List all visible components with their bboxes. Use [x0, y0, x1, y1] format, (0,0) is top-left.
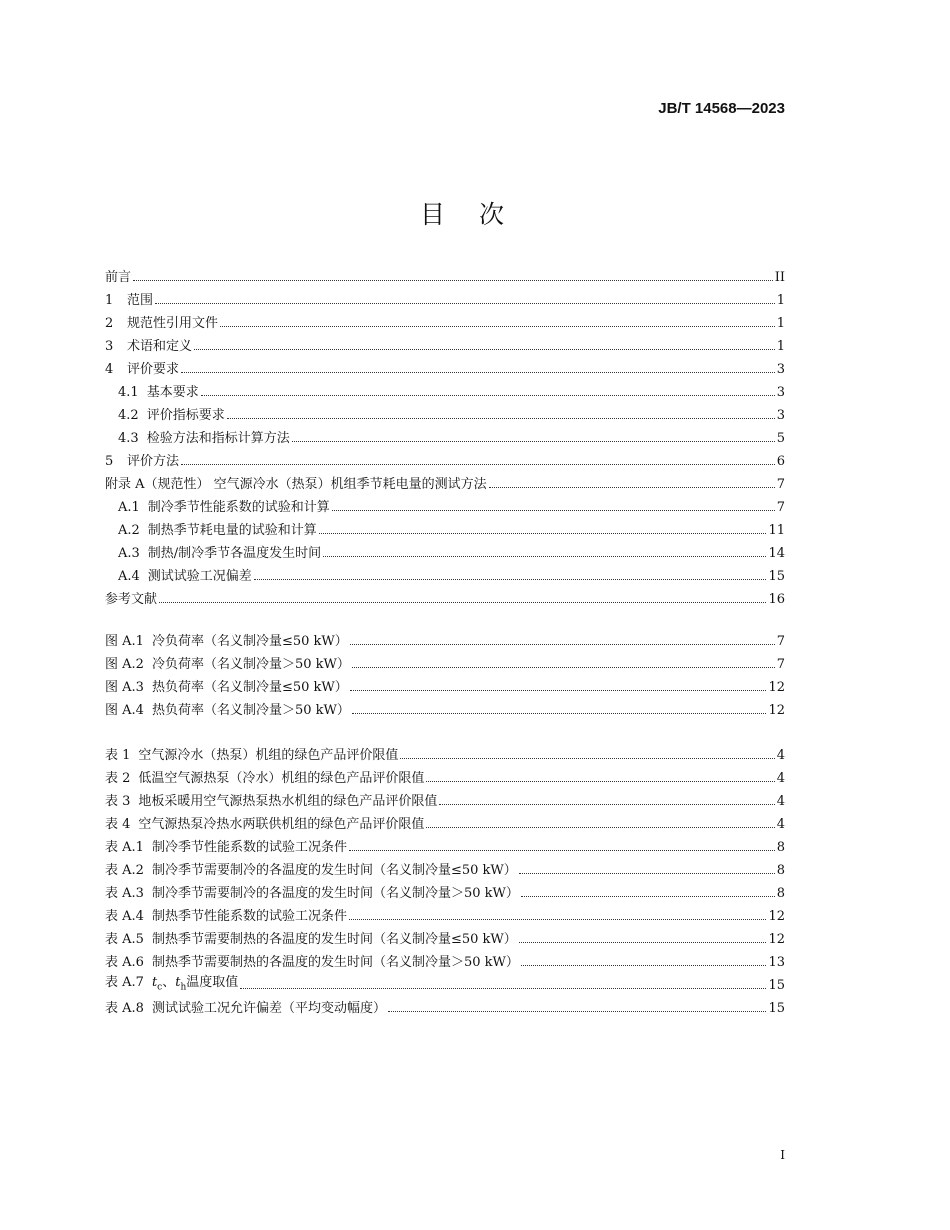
toc-entry-text-part: c — [157, 983, 163, 993]
toc-entry[interactable] — [105, 584, 785, 607]
toc-entry-number: A.2 — [118, 523, 140, 538]
toc-entry[interactable] — [105, 423, 785, 446]
toc-entry-text: 附录 A（规范性） 空气源冷水（热泵）机组季节耗电量的测试方法 — [105, 477, 487, 492]
toc-entry-number: 3 — [105, 339, 114, 354]
toc-entry[interactable] — [105, 809, 785, 832]
toc-entry[interactable] — [105, 878, 785, 901]
toc-tables — [105, 740, 785, 1016]
toc-entry-text: 范围 — [127, 293, 154, 308]
toc-dot-leader — [521, 896, 775, 897]
toc-entry[interactable] — [105, 400, 785, 423]
toc-entry[interactable] — [105, 515, 785, 538]
toc-entry-number: A.3 — [118, 546, 140, 561]
toc-dot-leader — [332, 510, 775, 511]
toc-dot-leader — [240, 988, 766, 989]
toc-dot-leader — [349, 850, 775, 851]
toc-dot-leader — [159, 602, 766, 603]
toc-entry-text: 前言 — [105, 270, 132, 285]
toc-dot-leader — [181, 372, 775, 373]
toc-entry-page: 12 — [768, 932, 785, 947]
toc-entry[interactable] — [105, 262, 785, 285]
toc-entry-page: 7 — [776, 657, 785, 672]
toc-entry[interactable] — [105, 970, 785, 993]
toc-entry-label — [105, 676, 348, 695]
toc-entry-page: 5 — [776, 431, 785, 446]
toc-entry[interactable] — [105, 331, 785, 354]
toc-dot-leader — [352, 667, 775, 668]
toc-entry-text: 制冷季节性能系数的试验和计算 — [147, 500, 330, 515]
toc-entry-text: 评价要求 — [127, 362, 180, 377]
toc-entry-page: 13 — [768, 955, 785, 970]
toc-entry-page: 14 — [768, 546, 785, 561]
toc-entry-page: 15 — [768, 978, 785, 993]
toc-entry-number: A.4 — [118, 569, 140, 584]
toc-entry-number: 表 A.6 — [105, 955, 144, 970]
toc-entry-page: 11 — [768, 523, 785, 538]
toc-entry-label — [105, 997, 386, 1016]
toc-entry-number: 1 — [105, 293, 114, 308]
toc-entry-text: 基本要求 — [146, 385, 199, 400]
toc-entry[interactable] — [105, 626, 785, 649]
toc-entry-text: 制热季节性能系数的试验工况条件 — [151, 909, 347, 924]
toc-entry-page: 4 — [776, 771, 785, 786]
toc-entry-label — [105, 928, 517, 947]
toc-entry-number: 表 A.2 — [105, 863, 144, 878]
toc-entry-label — [105, 905, 347, 924]
toc-entry-label — [105, 630, 348, 649]
toc-dot-leader — [254, 579, 767, 580]
toc-entry-page: 1 — [776, 339, 785, 354]
toc-entry-page: 3 — [776, 385, 785, 400]
toc-entry[interactable] — [105, 924, 785, 947]
toc-entry-text: 空气源冷水（热泵）机组的绿色产品评价限值 — [138, 748, 399, 763]
toc-entry[interactable] — [105, 855, 785, 878]
toc-entry-label — [105, 653, 350, 672]
toc-entry-page: 8 — [776, 863, 785, 878]
toc-entry-text: 制冷季节性能系数的试验工况条件 — [151, 840, 347, 855]
toc-dot-leader — [519, 873, 775, 874]
toc-entry[interactable] — [105, 786, 785, 809]
toc-entry[interactable] — [105, 538, 785, 561]
toc-dot-leader — [155, 303, 775, 304]
toc-entry[interactable] — [105, 354, 785, 377]
page-title: 目次 — [419, 200, 538, 229]
toc-entry-text: 制热季节耗电量的试验和计算 — [147, 523, 317, 538]
toc-dot-leader — [439, 804, 774, 805]
toc-entry-page: 1 — [776, 316, 785, 331]
toc-entry[interactable] — [105, 377, 785, 400]
toc-entry[interactable] — [105, 561, 785, 584]
toc-entry-number: 表 A.3 — [105, 886, 144, 901]
toc-entry-number: 图 A.3 — [105, 680, 144, 695]
toc-entry-text-part: 温度取值 — [186, 975, 239, 991]
toc-entry-page: 3 — [776, 408, 785, 423]
toc-entry-page: 15 — [768, 1001, 785, 1016]
toc-entry-label — [118, 542, 321, 561]
toc-entry-page: 16 — [768, 592, 785, 607]
toc-entry[interactable] — [105, 672, 785, 695]
toc-dot-leader — [349, 919, 767, 920]
toc-entry-page: 7 — [776, 634, 785, 649]
toc-dot-leader — [201, 395, 775, 396]
toc-dot-leader — [292, 441, 775, 442]
toc-entry[interactable] — [105, 832, 785, 855]
toc-entry-label — [105, 312, 218, 331]
toc-entry-page: 4 — [776, 748, 785, 763]
toc-entry-page: 8 — [776, 840, 785, 855]
toc-entry[interactable] — [105, 947, 785, 970]
toc-entry-number: 表 A.5 — [105, 932, 144, 947]
toc-entry[interactable] — [105, 285, 785, 308]
toc-entry-text: 制冷季节需要制冷的各温度的发生时间（名义制冷量≤50 kW） — [151, 863, 517, 878]
toc-entry-label — [118, 496, 330, 515]
toc-entry-page: 4 — [776, 817, 785, 832]
toc-entry[interactable] — [105, 492, 785, 515]
toc-entry-number: 4.1 — [118, 385, 139, 400]
toc-entry-number: 图 A.4 — [105, 703, 144, 718]
toc-entry-number: 4.3 — [118, 431, 139, 446]
toc-entry-label — [118, 427, 290, 446]
toc-dot-leader — [227, 418, 775, 419]
toc-entry-label — [105, 266, 131, 285]
toc-entry-number: 4 — [105, 362, 114, 377]
toc-entry-text: 评价方法 — [127, 454, 180, 469]
toc-entry-label — [105, 335, 192, 354]
toc-entry-text: 地板采暖用空气源热泵热水机组的绿色产品评价限值 — [138, 794, 438, 809]
toc-entry-page: 3 — [776, 362, 785, 377]
toc-dot-leader — [426, 827, 774, 828]
toc-entry-label — [118, 381, 199, 400]
toc-entry-label — [105, 971, 238, 993]
toc-entry-page: 12 — [768, 909, 785, 924]
toc-entry[interactable] — [105, 446, 785, 469]
toc-dot-leader — [519, 942, 767, 943]
toc-entry-label — [118, 565, 252, 584]
toc-entry-label — [105, 767, 424, 786]
toc-entry-text: 低温空气源热泵（冷水）机组的绿色产品评价限值 — [138, 771, 425, 786]
toc-entry-label — [105, 699, 350, 718]
toc-entry-label — [105, 836, 347, 855]
toc-entry-label — [105, 588, 157, 607]
toc-dot-leader — [521, 965, 767, 966]
toc-dot-leader — [352, 713, 767, 714]
toc-entry[interactable] — [105, 308, 785, 331]
toc-entry-label — [105, 951, 519, 970]
toc-entry-text: 空气源热泵冷热水两联供机组的绿色产品评价限值 — [138, 817, 425, 832]
toc-entry-text: 测试试验工况偏差 — [147, 569, 252, 584]
toc-entry-text: 评价指标要求 — [146, 408, 225, 423]
toc-entry[interactable] — [105, 649, 785, 672]
toc-dot-leader — [133, 280, 773, 281]
toc-dot-leader — [400, 758, 774, 759]
standard-code: JB/T 14568—2023 — [658, 100, 785, 117]
toc-entry[interactable] — [105, 763, 785, 786]
toc-entry-text: 冷负荷率（名义制冷量≤50 kW） — [151, 634, 348, 649]
toc-sections — [105, 262, 785, 607]
toc-entry-label — [105, 450, 179, 469]
page-number: I — [780, 1148, 785, 1162]
toc-entry-text: 热负荷率（名义制冷量＞50 kW） — [151, 703, 350, 718]
toc-entry-text: 术语和定义 — [127, 339, 193, 354]
toc-dot-leader — [350, 690, 767, 691]
toc-entry-number: 2 — [105, 316, 114, 331]
toc-entry-number: 表 A.4 — [105, 909, 144, 924]
toc-entry-number: 表 1 — [105, 748, 131, 763]
toc-entry-number: 表 A.7 — [105, 975, 144, 991]
toc-entry-page: 4 — [776, 794, 785, 809]
toc-figures — [105, 626, 785, 718]
toc-entry-label — [118, 519, 317, 538]
toc-entry-number: 4.2 — [118, 408, 139, 423]
toc-dot-leader — [489, 487, 775, 488]
toc-entry[interactable] — [105, 740, 785, 763]
toc-entry-number: 表 A.1 — [105, 840, 144, 855]
toc-entry-text-part: h — [180, 983, 187, 993]
toc-dot-leader — [220, 326, 775, 327]
toc-entry-text: 规范性引用文件 — [127, 316, 219, 331]
toc-dot-leader — [350, 644, 775, 645]
toc-entry-text: 检验方法和指标计算方法 — [146, 431, 290, 446]
toc-dot-leader — [426, 781, 774, 782]
toc-entry-page: 7 — [776, 477, 785, 492]
toc-entry-label — [105, 473, 487, 492]
toc-entry-page: 8 — [776, 886, 785, 901]
toc-entry-page: 12 — [768, 680, 785, 695]
toc-entry-number: 表 3 — [105, 794, 131, 809]
toc-entry[interactable] — [105, 469, 785, 492]
toc-entry-text-part: 、 — [162, 975, 176, 991]
toc-entry-label — [105, 358, 179, 377]
toc-entry-text: 热负荷率（名义制冷量≤50 kW） — [151, 680, 348, 695]
toc-entry-text: 制冷季节需要制冷的各温度的发生时间（名义制冷量＞50 kW） — [151, 886, 519, 901]
toc-entry-number: 表 A.8 — [105, 1001, 144, 1016]
toc-entry-text: 参考文献 — [105, 592, 158, 607]
toc-entry-label — [105, 289, 153, 308]
toc-dot-leader — [319, 533, 767, 534]
toc-entry-number: 表 4 — [105, 817, 131, 832]
toc-entry-text: 制热季节需要制热的各温度的发生时间（名义制冷量＞50 kW） — [151, 955, 519, 970]
toc-entry-number: 图 A.1 — [105, 634, 144, 649]
toc-entry-label — [118, 404, 225, 423]
toc-entry[interactable] — [105, 695, 785, 718]
toc-entry[interactable] — [105, 901, 785, 924]
toc-dot-leader — [194, 349, 775, 350]
toc-entry-text: 制热季节需要制热的各温度的发生时间（名义制冷量≤50 kW） — [151, 932, 517, 947]
toc-entry-page: 6 — [776, 454, 785, 469]
toc-entry-label — [105, 744, 398, 763]
toc-dot-leader — [388, 1011, 767, 1012]
toc-entry-page: 7 — [776, 500, 785, 515]
toc-entry-number: A.1 — [118, 500, 140, 515]
toc-entry-page: 15 — [768, 569, 785, 584]
toc-entry-number: 5 — [105, 454, 114, 469]
toc-entry-label — [105, 882, 519, 901]
toc-entry-page: 12 — [768, 703, 785, 718]
toc-entry-text: 制热/制冷季节各温度发生时间 — [147, 546, 322, 561]
toc-entry-number: 图 A.2 — [105, 657, 144, 672]
toc-entry[interactable] — [105, 993, 785, 1016]
toc-dot-leader — [181, 464, 775, 465]
toc-entry-page: 1 — [776, 293, 785, 308]
toc-entry-text: 测试试验工况允许偏差（平均变动幅度） — [151, 1001, 386, 1016]
toc-entry-number: 表 2 — [105, 771, 131, 786]
toc-entry-text: 冷负荷率（名义制冷量＞50 kW） — [151, 657, 350, 672]
toc-entry-label — [105, 790, 437, 809]
toc-entry-text-part: t — [151, 975, 158, 991]
toc-entry-page: II — [774, 270, 785, 285]
toc-entry-label — [105, 859, 517, 878]
toc-dot-leader — [323, 556, 766, 557]
toc-entry-label — [105, 813, 424, 832]
toc-entry-text-part: t — [175, 975, 181, 991]
